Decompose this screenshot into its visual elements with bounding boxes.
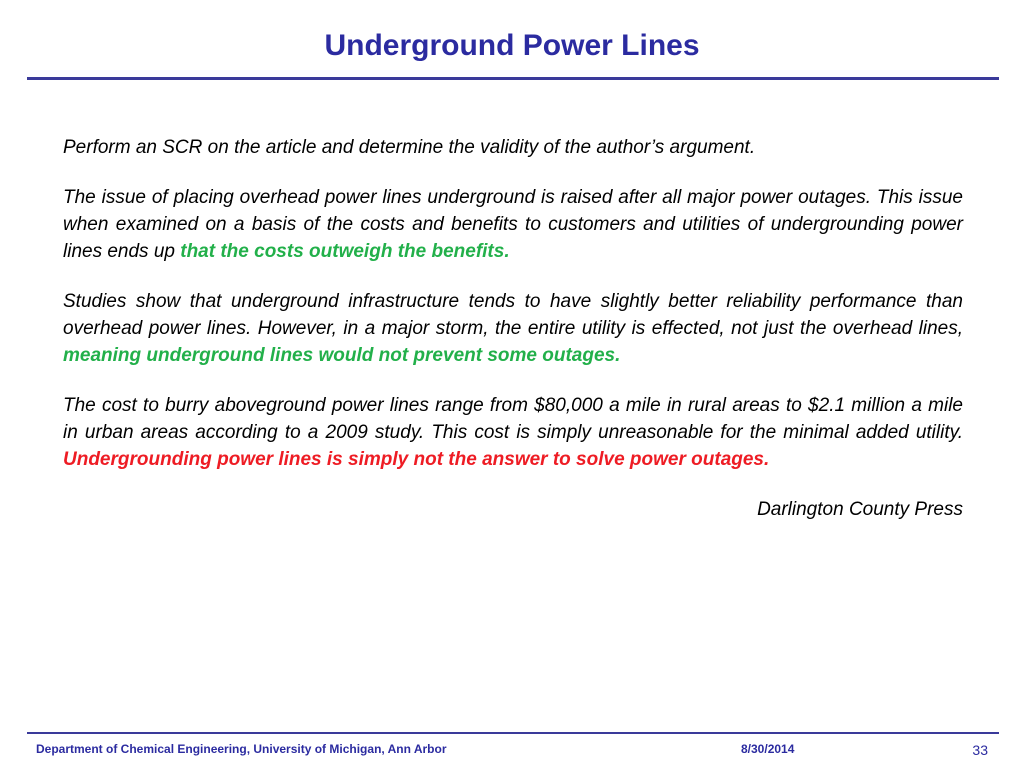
footer-divider [27,732,999,734]
cost-highlight: Undergrounding power lines is simply not the answer to solve power outages. [63,449,770,470]
paragraph-issue [63,184,963,265]
slide-body [63,134,963,546]
issue-text: The issue of placing overhead power lines underground is raised after all major power outages. This issue when examined on a basis of the costs and benefits to customers and utilities of undergrounding power lines ends up [63,187,963,262]
title-divider [27,77,999,80]
paragraph-cost [63,392,963,473]
instruction-text: Perform an SCR on the article and determine the validity of the author’s argument. [63,137,756,158]
studies-highlight: meaning underground lines would not prevent some outages. [63,345,621,366]
footer-date: 8/30/2014 [741,742,795,756]
cost-text: The cost to burry aboveground power lines range from $80,000 a mile in rural areas to $2.1 million a mile in urban areas according to a 2009 study. This cost is simply unreasonable for the minimal added utility. [63,395,963,443]
studies-text: Studies show that underground infrastructure tends to have slightly better reliability performance than overhead power lines. However, in a major storm, the entire utility is effected, not just the overhead lines, [63,291,963,339]
page-number: 33 [972,742,988,758]
slide-title: Underground Power Lines [324,29,700,62]
source-attribution: Darlington County Press [757,499,963,520]
paragraph-studies [63,288,963,369]
footer-department: Department of Chemical Engineering, University of Michigan, Ann Arbor [36,742,447,756]
paragraph-instruction [63,134,963,161]
issue-highlight: that the costs outweigh the benefits. [180,241,510,262]
